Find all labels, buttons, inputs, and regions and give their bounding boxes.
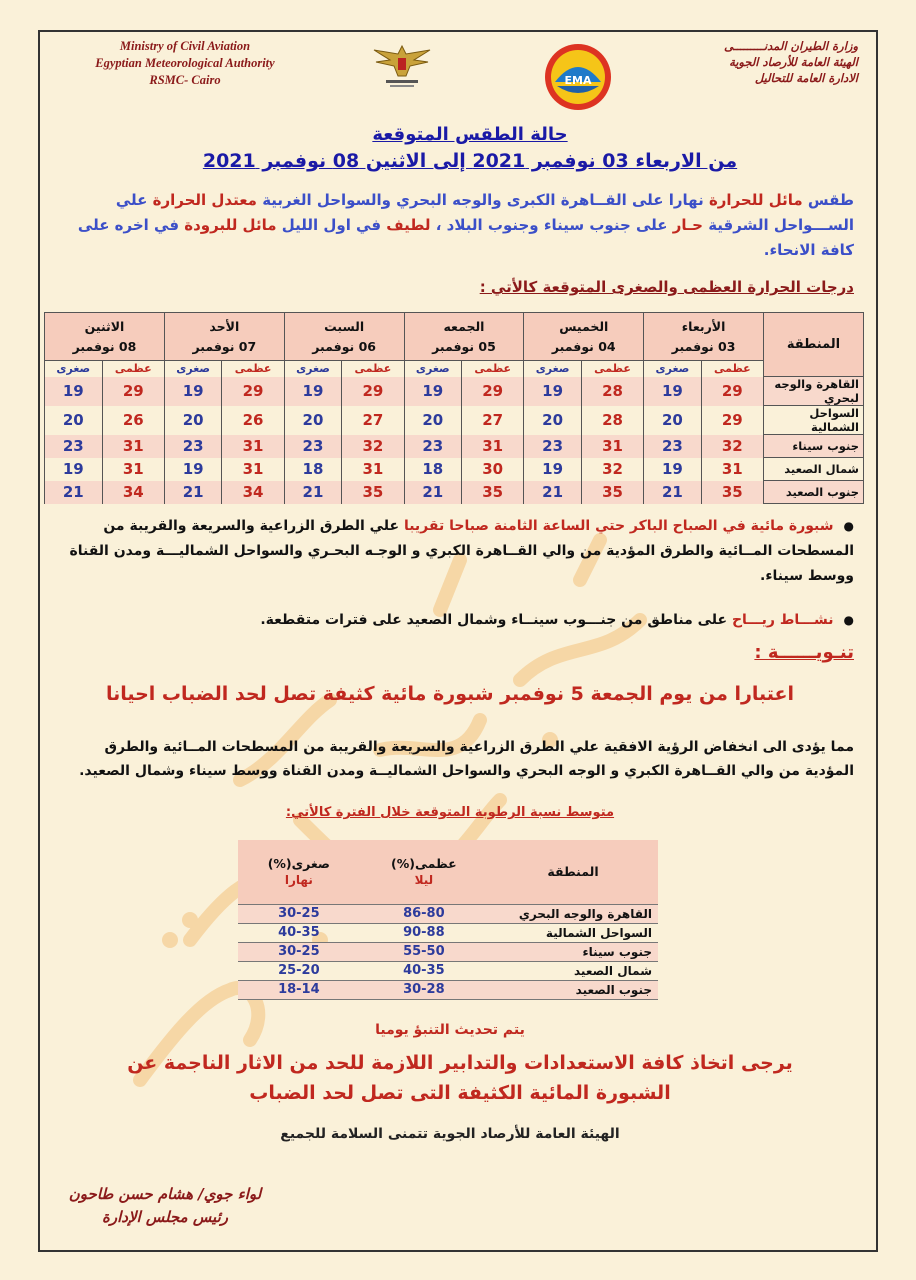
humidity-title: متوسط نسبة الرطوبة المتوقعة خلال الفترة كالأتي:: [285, 805, 615, 820]
note-title: تنـويــــــة :: [754, 642, 854, 663]
table-row: [45, 435, 864, 458]
bullet-highlight: شبورة مائية في الصباح الباكر حتي الساعة الثامنة صباحا تقريبا: [403, 518, 834, 534]
humidity-min: 18-14: [238, 980, 360, 999]
day-name: الأربعاء: [681, 318, 726, 334]
humidity-min: 30-25: [238, 904, 360, 923]
intro-highlight: معتدل الحرارة: [152, 191, 257, 209]
table-row: [238, 961, 658, 980]
day-date: 05 نوفمبر: [432, 338, 496, 354]
bullet-highlight: نشـــاط ريـــاح: [731, 612, 834, 628]
max-temp: 32: [342, 435, 404, 458]
min-temp: 20: [164, 406, 221, 435]
ema-logo-text: EMA: [564, 74, 592, 87]
eagle-emblem-icon: [370, 40, 434, 92]
humidity-region-header: المنطقة: [488, 840, 658, 904]
day-header: [524, 313, 644, 361]
humidity-max: 90-88: [403, 925, 445, 940]
min-temp: 20: [524, 406, 581, 435]
intro-highlight: مائل للبرودة: [184, 216, 277, 234]
min-temp: 18: [404, 458, 461, 481]
day-name: الاثنين: [84, 318, 125, 334]
min-label: صغرى: [284, 361, 341, 377]
humidity-max: 86-80: [360, 904, 488, 923]
min-temp: 23: [404, 435, 461, 458]
max-temp: 29: [222, 377, 284, 406]
max-temp: 34: [222, 481, 284, 504]
humidity-min: 30-25: [238, 942, 360, 961]
max-label: عظمى: [581, 361, 643, 377]
intro-highlight: لطيف: [386, 216, 431, 234]
min-temp: 19: [404, 377, 461, 406]
max-temp: 29: [342, 377, 404, 406]
fog-text: مما يؤدى الى انخفاض الرؤية الافقية علي الطرق الزراعية والسريعة والقريبة من المسطحات المــائية والطرق المؤدية من والي القــاهرة الكبري و الوجه البحري والسواحل الشماليــة ومدن القناة ووسط سيناء وشمال الصعيد.: [79, 739, 854, 779]
intro-paragraph: [64, 188, 854, 263]
humidity-max: 40-35: [403, 963, 445, 978]
max-temp: 31: [581, 435, 643, 458]
fog-headline: اعتبارا من يوم الجمعة 5 نوفمبر شبورة مائية كثيفة تصل لحد الضباب احيانا: [105, 683, 795, 705]
region-cell: شمال الصعيد: [764, 458, 864, 481]
min-temp: 19: [524, 377, 581, 406]
humidity-min: 25-20: [278, 963, 320, 978]
min-temp: 19: [284, 377, 341, 406]
table-row: [45, 377, 864, 406]
max-temp: 34: [102, 481, 164, 504]
max-label: عظمى: [701, 361, 763, 377]
table-row: [238, 942, 658, 961]
min-label: صغرى: [45, 361, 103, 377]
min-temp: 23: [164, 435, 221, 458]
day-date: 08 نوفمبر: [72, 338, 137, 354]
max-label: عظمى: [342, 361, 404, 377]
signature-title: رئيس مجلس الإدارة: [102, 1208, 228, 1226]
max-temp: 28: [581, 406, 643, 435]
header-line: Egyptian Meteorological Authority: [95, 56, 275, 70]
page-title: حالة الطقس المتوقعة: [372, 124, 568, 145]
day-header: [45, 313, 165, 361]
min-temp: 23: [45, 435, 103, 458]
max-temp: 27: [462, 406, 524, 435]
day-date: 03 نوفمبر: [671, 338, 736, 354]
humidity-region: السواحل الشمالية: [545, 925, 652, 940]
min-temp: 21: [284, 481, 341, 504]
max-temp: 30: [462, 458, 524, 481]
humidity-max: 30-28: [360, 980, 488, 999]
min-temp: 19: [45, 458, 103, 481]
header-ministry-en: [70, 38, 300, 89]
daily-update-note: يتم تحديث التنبؤ يوميا: [375, 1022, 525, 1038]
max-temp: 35: [462, 481, 524, 504]
day-date: 07 نوفمبر: [192, 338, 257, 354]
min-temp: 21: [45, 481, 103, 504]
signature-name: لواء جوي/ هشام حسن طاحون: [68, 1185, 262, 1203]
min-label: صغرى: [404, 361, 461, 377]
intro-text: في اول الليل: [276, 216, 387, 234]
day-name: الأحد: [209, 318, 240, 334]
min-temp: 21: [644, 481, 701, 504]
intro-highlight: مائل للحرارة: [708, 191, 803, 209]
max-temp: 26: [102, 406, 164, 435]
bullet-fog: [54, 514, 854, 589]
day-name: الخميس: [559, 318, 609, 334]
max-temp: 31: [342, 458, 404, 481]
table-row: [45, 481, 864, 504]
max-temp: 29: [701, 377, 763, 406]
intro-highlight: حـار: [672, 216, 703, 234]
min-label: صغرى: [524, 361, 581, 377]
day-date: 04 نوفمبر: [551, 338, 616, 354]
table-row: [45, 458, 864, 481]
max-temp: 29: [462, 377, 524, 406]
region-cell: القاهرة والوجه لبحري: [764, 377, 864, 406]
header-line: Ministry of Civil Aviation: [119, 39, 251, 53]
day-header: [284, 313, 404, 361]
max-temp: 31: [701, 458, 763, 481]
day-header: [644, 313, 764, 361]
max-temp: 26: [222, 406, 284, 435]
min-temp: 19: [644, 377, 701, 406]
min-temp: 23: [284, 435, 341, 458]
min-temp: 20: [284, 406, 341, 435]
max-temp: 29: [701, 406, 763, 435]
min-header-label: صغرى(%): [267, 856, 331, 872]
day-header: [404, 313, 524, 361]
day-header: [164, 313, 284, 361]
table-row: [238, 923, 658, 942]
max-label: عظمى: [462, 361, 524, 377]
region-cell: جنوب الصعيد: [764, 481, 864, 504]
intro-text: في اخره على كافة الانحاء.: [77, 216, 854, 259]
region-cell: جنوب سيناء: [764, 435, 864, 458]
min-temp: 23: [644, 435, 701, 458]
max-temp: 31: [102, 435, 164, 458]
day-name: السبت: [324, 318, 365, 334]
min-header-sub: نهارا: [284, 873, 313, 888]
min-label: صغرى: [644, 361, 701, 377]
humidity-max-header: [360, 840, 488, 904]
humidity-min-header: [238, 840, 360, 904]
min-temp: 20: [404, 406, 461, 435]
day-date: 06 نوفمبر: [312, 338, 377, 354]
header-line: الهيئة العامة للأرصاد الجوية: [729, 55, 858, 69]
safety-message: الهيئة العامة للأرصاد الجوية تتمنى السلامة للجميع: [280, 1126, 620, 1142]
bullet-icon: ●: [843, 519, 854, 533]
page-subtitle-dates: من الاربعاء 03 نوفمبر 2021 إلى الاثنين 08 نوفمبر 2021: [202, 150, 738, 172]
min-temp: 19: [164, 458, 221, 481]
bullet-wind: [54, 608, 854, 633]
header-line: RSMC- Cairo: [149, 73, 221, 87]
temps-section-title: درجات الحرارة العظمى والصغرى المتوقعة كالأتي :: [479, 278, 854, 296]
max-temp: 31: [102, 458, 164, 481]
max-label: عظمى: [222, 361, 284, 377]
min-temp: 21: [164, 481, 221, 504]
humidity-min: 40-35: [278, 925, 320, 940]
min-temp: 19: [164, 377, 221, 406]
max-temp: 31: [462, 435, 524, 458]
day-name: الجمعه: [443, 318, 485, 334]
min-temp: 23: [524, 435, 581, 458]
intro-text: نهارا على القــاهرة الكبرى والوجه البحري والسواحل الغربية: [256, 191, 709, 209]
min-temp: 18: [284, 458, 341, 481]
min-temp: 20: [644, 406, 701, 435]
min-temp: 19: [644, 458, 701, 481]
min-temp: 19: [524, 458, 581, 481]
intro-text: طقس: [802, 191, 854, 209]
humidity-table: [238, 840, 658, 1000]
call-to-action-line2: الشبورة المائية الكثيفة التى تصل لحد الضباب: [249, 1082, 671, 1104]
table-row: [238, 980, 658, 999]
humidity-region: القاهرة والوجه البحري: [488, 904, 658, 923]
header-ministry-ar: [658, 38, 858, 86]
max-temp: 32: [701, 435, 763, 458]
region-header: المنطقة: [764, 313, 864, 377]
table-row: [45, 406, 864, 435]
min-temp: 19: [45, 377, 103, 406]
intro-text: على جنوب سيناء وجنوب البلاد ،: [430, 216, 673, 234]
max-temp: 29: [102, 377, 164, 406]
temperature-table: [44, 312, 864, 504]
min-temp: 21: [404, 481, 461, 504]
table-row: [238, 904, 658, 923]
max-header-label: عظمى(%): [391, 856, 457, 872]
max-label: عظمى: [102, 361, 164, 377]
bullet-text: على مناطق من جنـــوب سينــاء وشمال الصعيد على فترات متقطعة.: [260, 612, 732, 628]
max-header-sub: ليلا: [414, 873, 434, 888]
humidity-max: 55-50: [360, 942, 488, 961]
call-to-action-line1: يرجى اتخاذ كافة الاستعدادات والتدابير اللازمة للحد من الاثار الناجمة عن: [127, 1052, 793, 1074]
min-label: صغرى: [164, 361, 221, 377]
max-temp: 32: [581, 458, 643, 481]
header-line: وزارة الطيران المدنـــــــــى: [724, 39, 858, 53]
min-temp: 20: [45, 406, 103, 435]
humidity-region: شمال الصعيد: [574, 963, 652, 978]
humidity-region: جنوب سيناء: [488, 942, 658, 961]
max-temp: 31: [222, 458, 284, 481]
max-temp: 35: [581, 481, 643, 504]
max-temp: 35: [342, 481, 404, 504]
region-cell: السواحل الشمالية: [764, 406, 864, 435]
min-temp: 21: [524, 481, 581, 504]
header-line: الادارة العامة للتحاليل: [754, 71, 858, 85]
humidity-region: جنوب الصعيد: [488, 980, 658, 999]
max-temp: 28: [581, 377, 643, 406]
intro-text: علي الســـواحل الشرقية: [115, 191, 854, 234]
max-temp: 31: [222, 435, 284, 458]
bullet-text: علي الطرق الزراعية والسريعة والقريبة من المسطحات المــائية والطرق المؤدية من والي القــاهرة الكبري و الوجـه البحـري والسواحل الشماليـــة ومدن القناة ووسط سيناء.: [69, 518, 854, 584]
ema-logo-icon: [543, 42, 613, 112]
max-temp: 27: [342, 406, 404, 435]
bullet-icon: ●: [843, 613, 854, 627]
max-temp: 35: [701, 481, 763, 504]
